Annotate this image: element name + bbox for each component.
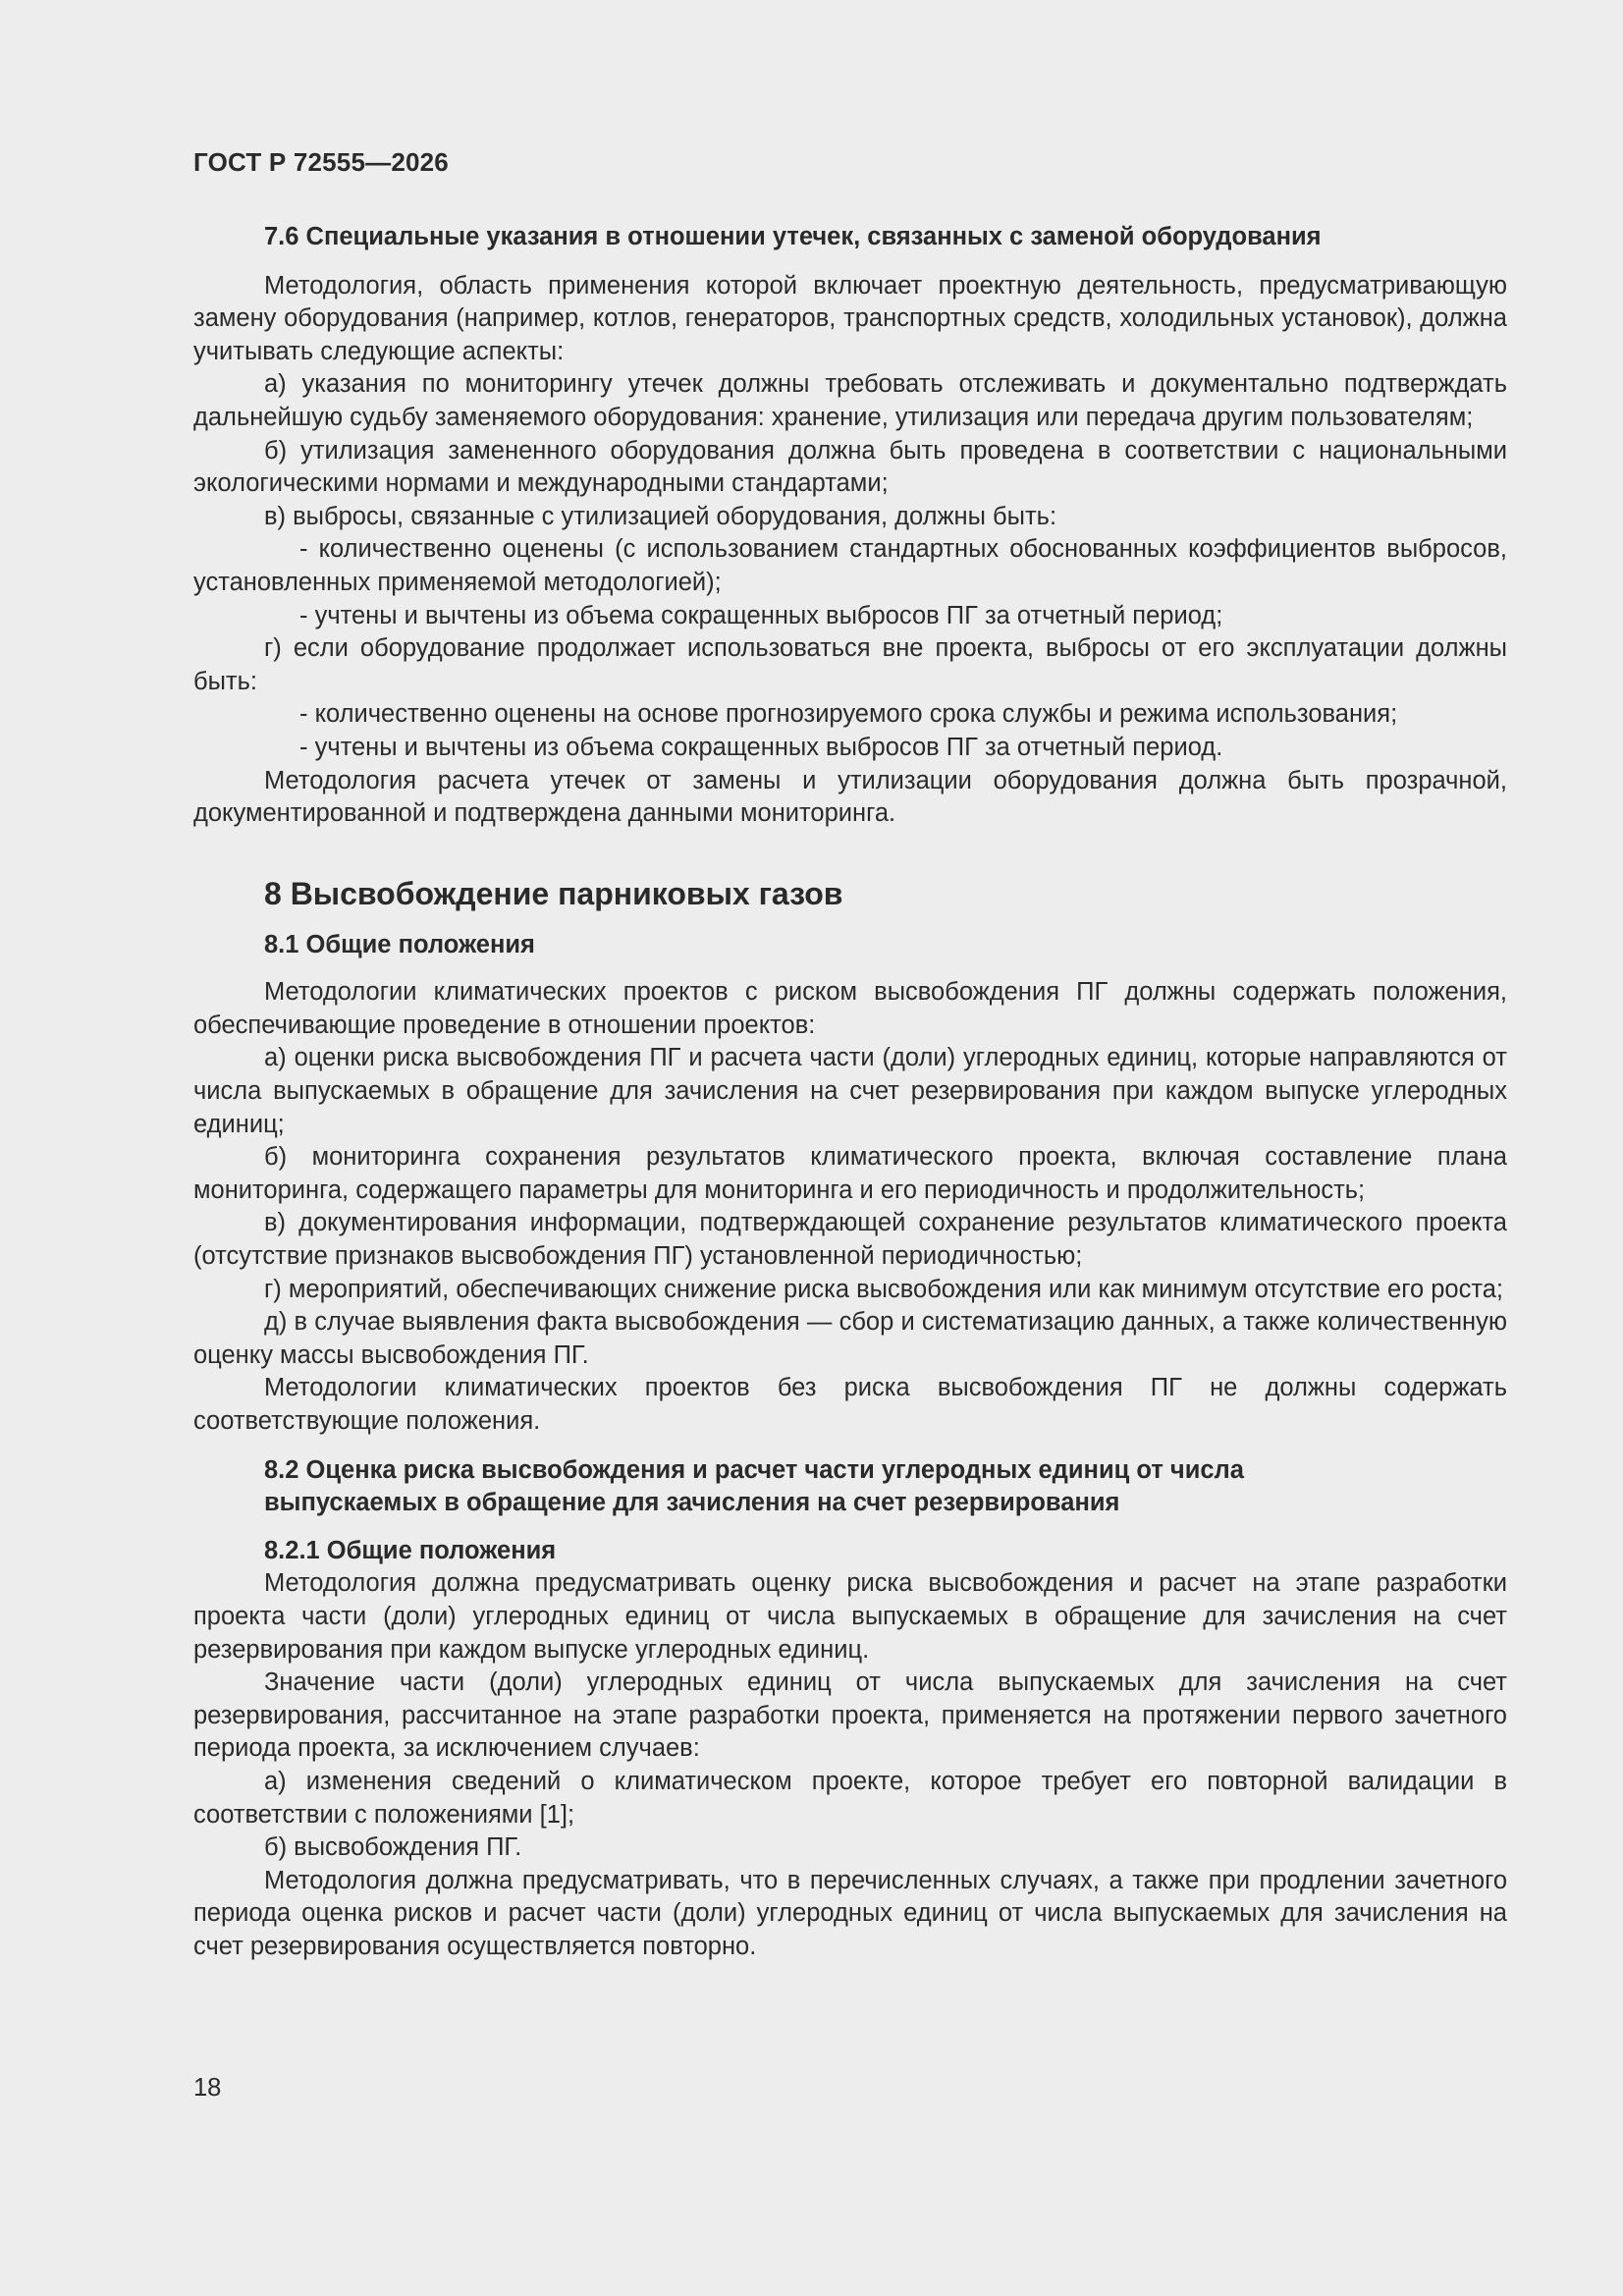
section-7-6-item-v: в) выбросы, связанные с утилизацией оборудования, должны быть:	[264, 502, 1057, 530]
section-8-1-item-d: д) в случае выявления факта высвобождения — сбор и систематизацию данных, а также количественную оценку массы высвобождения ПГ.	[193, 1308, 1507, 1369]
section-7-6-item-v-1: - количественно оценены (с использованием стандартных обоснованных коэффициентов выбросов, установленных применяемой методологией);	[193, 535, 1507, 596]
section-7-6-item-b: б) утилизация замененного оборудования должна быть проведена в соответствии с национальными экологическими нормами и международными стандартами;	[193, 436, 1507, 498]
section-8-2-1-p1: Методология должна предусматривать оценку риска высвобождения и расчет на этапе разработки проекта части (доли) углеродных единиц от числа выпускаемых в обращение для зачисления на счет резервирования при каждом выпуске углеродных единиц.	[193, 1569, 1507, 1664]
section-8-2-1-item-a: а) изменения сведений о климатическом проекте, которое требует его повторной валидации в соответствии с положениями [1];	[193, 1767, 1507, 1829]
section-8-2-title	[193, 1454, 1507, 1520]
section-8-2-1-p2: Значение части (доли) углеродных единиц от числа выпускаемых для зачисления на счет резервирования, рассчитанное на этапе разработки проекта, применяется на протяжении первого зачетного периода проекта, за исключением случаев:	[193, 1668, 1507, 1763]
section-7-6-title: 7.6 Специальные указания в отношении утечек, связанных с заменой оборудования	[264, 223, 1322, 250]
section-8-1-item-b: б) мониторинга сохранения результатов климатического проекта, включая составление плана мониторинга, содержащего параметры для мониторинга и его периодичность и продолжительность;	[193, 1143, 1507, 1204]
section-8-1-title: 8.1 Общие положения	[264, 930, 535, 958]
section-7-6-item-g: г) если оборудование продолжает использоваться вне проекта, выбросы от его эксплуатации должны быть:	[193, 634, 1507, 695]
section-8-2-1-closing: Методология должна предусматривать, что в перечисленных случаях, а также при продлении зачетного периода оценка рисков и расчет части (доли) углеродных единиц от числа выпускаемых для зачисления на счет резервирования осуществляется повторно.	[193, 1866, 1507, 1960]
section-7-6-item-a: а) указания по мониторингу утечек должны требовать отслеживать и документально подтверждать дальнейшую судьбу заменяемого оборудования: хранение, утилизация или передача другим пользователям;	[193, 370, 1507, 431]
section-8-1-item-a: а) оценки риска высвобождения ПГ и расчета части (доли) углеродных единиц, которые направляются от числа выпускаемых в обращение для зачисления на счет резервирования при каждом выпуске углеродных единиц;	[193, 1044, 1507, 1138]
section-8-1-intro: Методологии климатических проектов с риском высвобождения ПГ должны содержать положения, обеспечивающие проведение в отношении проектов:	[193, 978, 1507, 1039]
section-8-1-item-v: в) документирования информации, подтверждающей сохранение результатов климатического проекта (отсутствие признаков высвобождения ПГ) установленной периодичностью;	[193, 1209, 1507, 1271]
page-number: 18	[193, 2074, 222, 2102]
document-body	[193, 221, 1507, 1964]
section-7-6-closing: Методология расчета утечек от замены и утилизации оборудования должна быть прозрачной, документированной и подтверждена данными мониторинга.	[193, 766, 1507, 828]
section-8-2-1-item-b: б) высвобождения ПГ.	[264, 1833, 522, 1862]
section-7-6-intro: Методология, область применения которой включает проектную деятельность, предусматривающую замену оборудования (например, котлов, генераторов, транспортных средств, холодильных установок), должна учитывать следующие аспекты:	[193, 271, 1507, 365]
section-8-title: 8 Высвобождение парниковых газов	[264, 875, 843, 911]
section-7-6-item-g-1: - количественно оценены на основе прогнозируемого срока службы и режима использования;	[299, 700, 1398, 729]
section-8-1-item-g: г) мероприятий, обеспечивающих снижение риска высвобождения или как минимум отсутствие его роста;	[264, 1275, 1503, 1303]
section-8-2-1-title: 8.2.1 Общие положения	[264, 1536, 557, 1564]
document-header: ГОСТ Р 72555—2026	[193, 147, 449, 177]
section-7-6-item-v-2: - учтены и вычтены из объема сокращенных выбросов ПГ за отчетный период;	[299, 601, 1223, 629]
section-8-2-title-line2: выпускаемых в обращение для зачисления на счет резервирования	[264, 1489, 1120, 1517]
section-8-2-title-line1: 8.2 Оценка риска высвобождения и расчет части углеродных единиц от числа	[264, 1455, 1244, 1484]
section-8-1-closing: Методологии климатических проектов без риска высвобождения ПГ не должны содержать соответствующие положения.	[193, 1374, 1507, 1435]
section-7-6-item-g-2: - учтены и вычтены из объема сокращенных выбросов ПГ за отчетный период.	[299, 733, 1223, 761]
